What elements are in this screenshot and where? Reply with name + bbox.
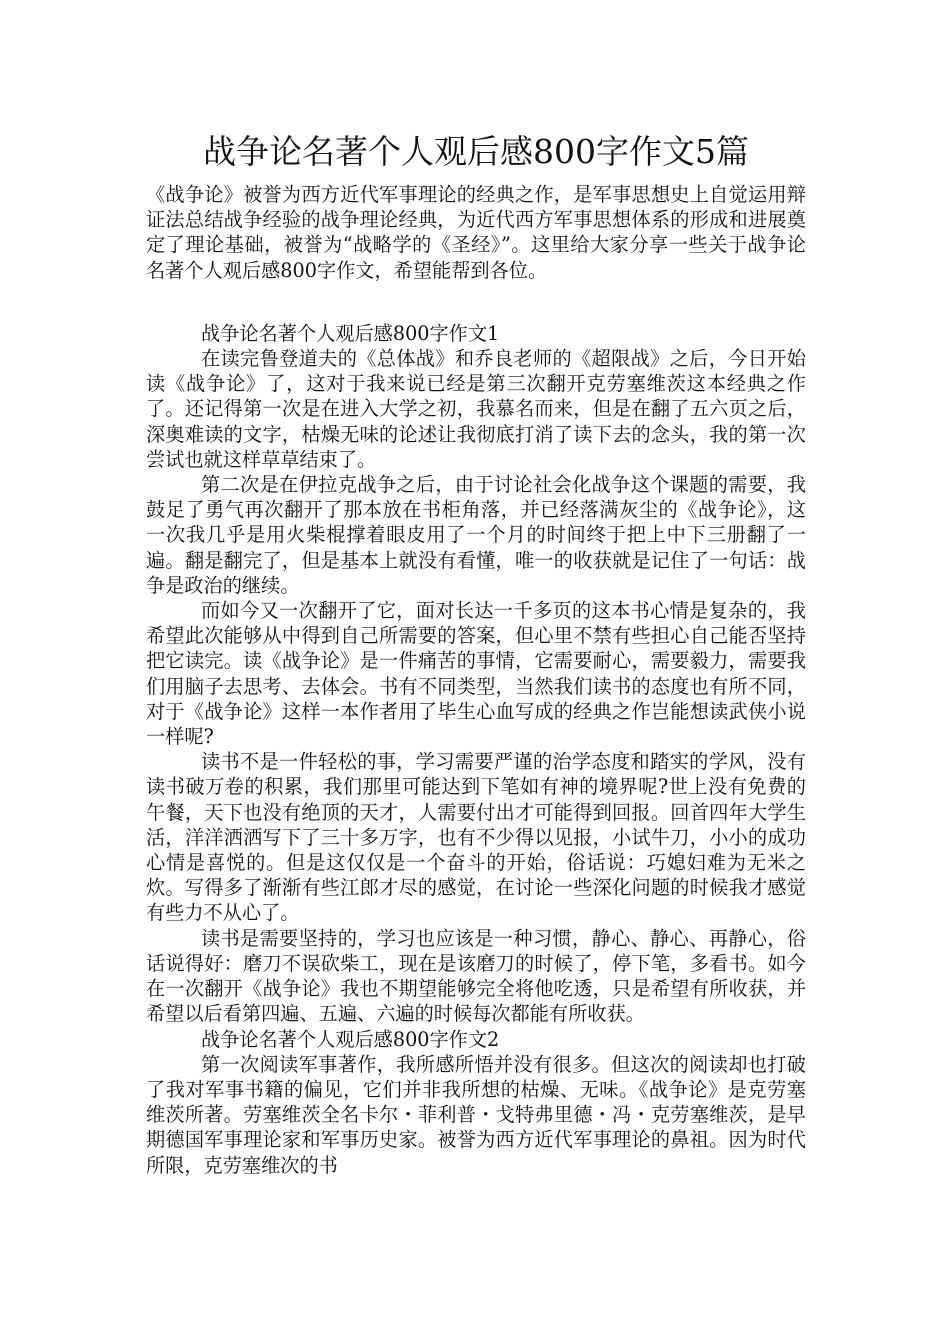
section-1 bbox=[146, 321, 806, 1027]
section-2 bbox=[146, 1027, 806, 1178]
body-paragraph: 而如今又一次翻开了它，面对长达一千多页的这本书心情是复杂的，我希望此次能够从中得到自己所需要的答案，但心里不禁有些担心自己能否坚持把它读完。读《战争论》是一件痛苦的事情，它需要耐心，需要毅力，需要我们用脑子去思考、去体会。书有不同类型，当然我们读书的态度也有所不同，对于《战争论》这样一本作者用了毕生心血写成的经典之作岂能想读武侠小说一样呢? bbox=[146, 599, 806, 749]
body-paragraph: 第二次是在伊拉克战争之后，由于讨论社会化战争这个课题的需要，我鼓足了勇气再次翻开了那本放在书柜角落，并已经落满灰尘的《战争论》，这一次我几乎是用火柴棍撑着眼皮用了一个月的时间终于把上中下三册翻了一遍。翻是翻完了，但是基本上就没有看懂，唯一的收获就是记住了一句话：战争是政治的继续。 bbox=[146, 473, 806, 597]
body-paragraph: 在读完鲁登道夫的《总体战》和乔良老师的《超限战》之后，今日开始读《战争论》了，这对于我来说已经是第三次翻开克劳塞维茨这本经典之作了。还记得第一次是在进入大学之初，我慕名而来，但是在翻了五六页之后，深奥难读的文字，枯燥无味的论述让我彻底打消了读下去的念头，我的第一次尝试也就这样草草结束了。 bbox=[146, 347, 806, 471]
section-heading: 战争论名著个人观后感800字作文2 bbox=[201, 1027, 500, 1051]
body-paragraph: 第一次阅读军事著作，我所感所悟并没有很多。但这次的阅读却也打破了我对军事书籍的偏见，它们并非我所想的枯燥、无味。《战争论》是克劳塞维茨所著。劳塞维茨全名卡尔・菲利普・戈特弗里德・冯・克劳塞维茨，是早期德国军事理论家和军事历史家。被誉为西方近代军事理论的鼻祖。因为时代所限，克劳塞维次的书 bbox=[146, 1052, 806, 1177]
body-paragraph: 读书不是一件轻松的事，学习需要严谨的治学态度和踏实的学风，没有读书破万卷的积累，我们那里可能达到下笔如有神的境界呢?世上没有免费的午餐，天下也没有绝顶的天才，人需要付出才可能得到回报。回首四年大学生活，洋洋洒洒写下了三十多万字，也有不少得以见报，小试牛刀，小小的成功心情是喜悦的。但是这仅仅是一个奋斗的开始，俗话说：巧媳妇难为无米之炊。写得多了渐渐有些江郎才尽的感觉，在讨论一些深化问题的时候我才感觉有些力不从心了。 bbox=[146, 750, 806, 925]
section-heading: 战争论名著个人观后感800字作文1 bbox=[201, 321, 500, 345]
document-body bbox=[146, 128, 806, 1178]
document-title: 战争论名著个人观后感800字作文5篇 bbox=[203, 132, 749, 171]
intro-paragraph: 《战争论》被誉为西方近代军事理论的经典之作，是军事思想史上自觉运用辩证法总结战争经验的战争理论经典，为近代西方军事思想体系的形成和进展奠定了理论基础，被誉为“战略学的《圣经》”。这里给大家分享一些关于战争论名著个人观后感800字作文，希望能帮到各位。 bbox=[146, 183, 806, 282]
body-paragraph: 读书是需要坚持的，学习也应该是一种习惯，静心、静心、再静心，俗话说得好：磨刀不误砍柴工，现在是该磨刀的时候了，停下笔，多看书。如今在一次翻开《战争论》我也不期望能够完全将他吃透，只是希望有所收获，并希望以后看第四遍、五遍、六遍的时候每次都能有所收获。 bbox=[146, 926, 806, 1026]
